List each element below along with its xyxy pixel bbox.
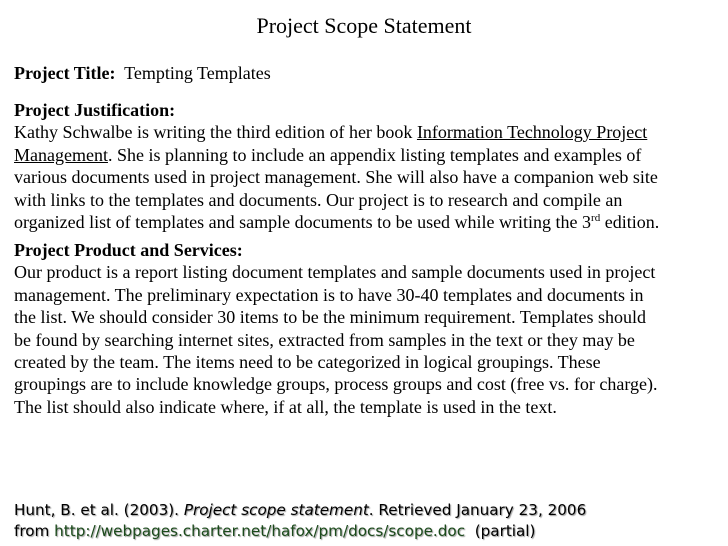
citation-work-title: Project scope statement — [183, 501, 369, 519]
book-title-part-1: Information Technology Project — [416, 122, 648, 143]
ordinal-suffix: rd — [591, 211, 601, 224]
justification-line-5-end: edition. — [600, 211, 660, 232]
citation-from-label: from — [14, 522, 55, 540]
justification-section — [14, 99, 726, 233]
project-title-line — [14, 62, 726, 84]
justification-line-5-text: organized list of templates and sample documents to be used while writing the 3 — [14, 211, 592, 232]
product-line: created by the team. The items need to be categorized in logical groupings. These — [14, 351, 601, 372]
product-line: The list should also indicate where, if at all, the template is used in the text. — [14, 396, 557, 417]
citation-line-2 — [14, 521, 724, 542]
justification-line-2 — [14, 144, 726, 166]
justification-line-2-text: . She is planning to include an appendix listing templates and examples of — [107, 144, 642, 165]
justification-line-5 — [14, 211, 726, 233]
justification-heading: Project Justification: — [14, 100, 176, 120]
product-line: the list. We should consider 30 items to be the minimum requirement. Templates should — [14, 307, 647, 328]
citation-line-1 — [14, 500, 724, 521]
citation-url-link[interactable]: http://webpages.charter.net/hafox/pm/docs/scope.doc — [54, 522, 466, 540]
product-section — [14, 239, 726, 418]
project-title-label: Project Title: — [14, 63, 116, 83]
document-title: Project Scope Statement — [256, 13, 472, 38]
product-heading: Project Product and Services: — [14, 240, 243, 260]
project-title-value: Tempting Templates — [124, 63, 271, 83]
product-line: Our product is a report listing document templates and sample documents used in project — [14, 262, 656, 283]
project-title-section — [14, 62, 726, 84]
justification-line-1-text: Kathy Schwalbe is writing the third edition of her book — [14, 122, 417, 143]
citation — [14, 500, 724, 542]
justification-line-1 — [14, 121, 726, 143]
citation-note: (partial) — [474, 522, 536, 540]
product-line: groupings are to include knowledge groups, process groups and cost (free vs. for charge). — [14, 374, 658, 395]
product-line: be found by searching internet sites, extracted from samples in the text or they may be — [14, 329, 635, 350]
justification-line-3: various documents used in project management. She will also have a companion web site — [14, 167, 658, 188]
citation-authors: Hunt, B. et al. (2003). — [14, 501, 184, 519]
book-title-part-2: Management — [14, 144, 108, 165]
justification-line-4: with links to the templates and documents. Our project is to research and compile an — [14, 189, 623, 210]
citation-retrieved: . Retrieved January 23, 2006 — [368, 501, 587, 519]
product-line: management. The preliminary expectation is to have 30-40 templates and documents in — [14, 284, 644, 305]
